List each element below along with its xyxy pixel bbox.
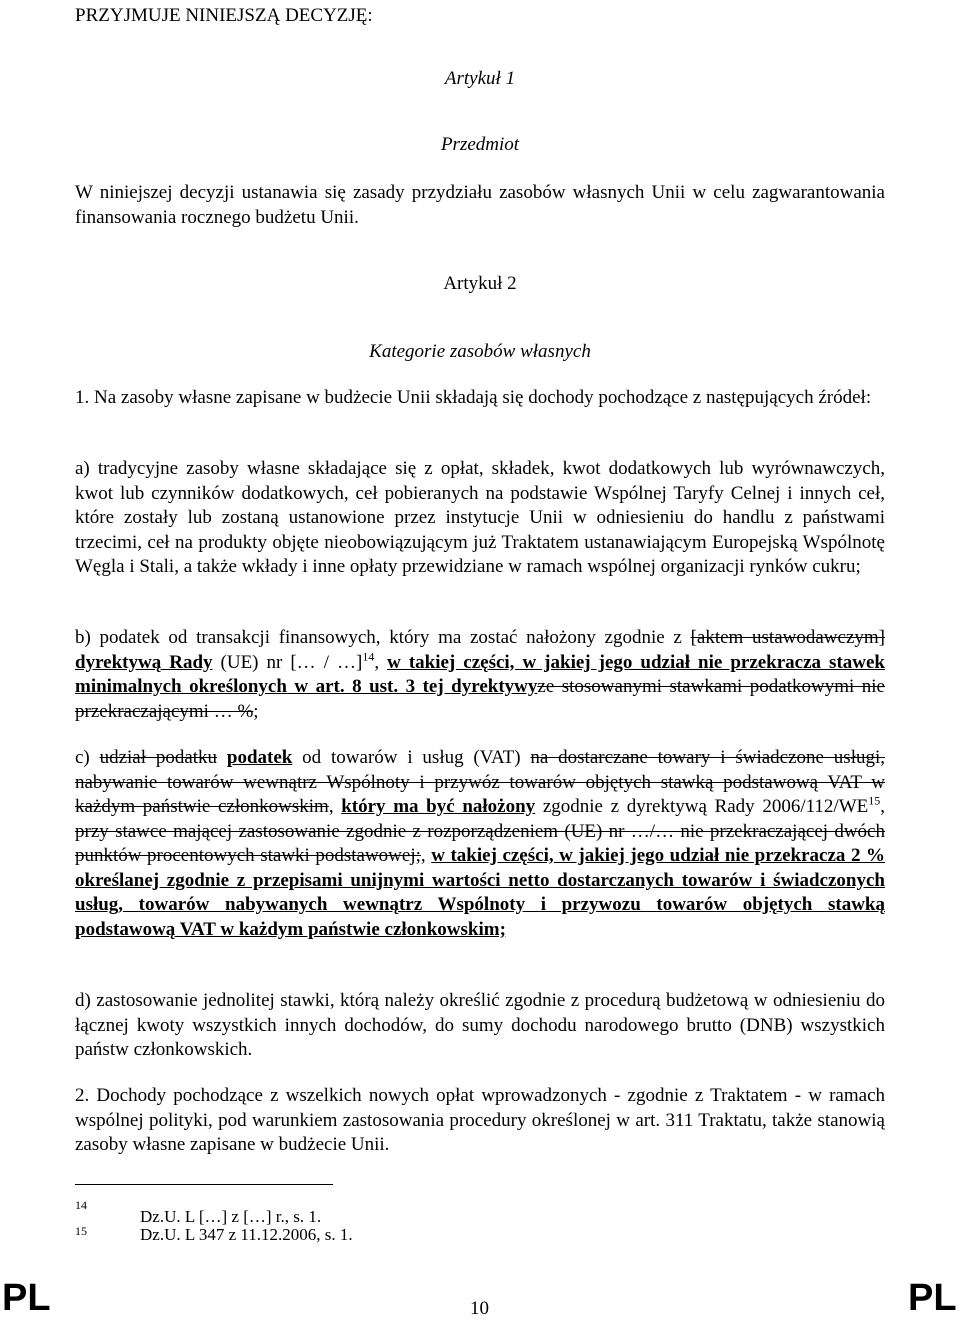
inserted-text: który ma być nałożony [341,796,536,817]
footnote-ref-14: 14 [362,649,375,664]
decision-heading: PRZYJMUJE NINIEJSZĄ DECYZJĘ: [75,5,373,26]
article-1-subtitle: Przedmiot [440,134,520,155]
footnote-text: Dz.U. L 347 z 11.12.2006, s. 1. [140,1225,353,1244]
item-a: a) tradycyjne zasoby własne składające się z opłat, składek, kwot dodatkowych lub wyrównawczych, kwot lub czynników dodatkowych, ceł pobieranych na podstawie Wspólnej Taryfy Celnej i innych ceł, które zostały lub zostaną ustanowione przez instytucje Unii w odniesieniu do handlu z państwami trzecimi, ceł na produkty objęte nieobowiązującym już Traktatem ustanawiającym Europejską Wspólnotę Węgla i Stali, a także wkłady i inne opłaty przewidziane w ramach wspólnej organizacji rynków cukru; [75,458,885,577]
inserted-text: w takiej części, w jakiej jego udział nie przekracza 2 % określanej zgodnie z przepisami unijnymi wartości netto dostarczanych towarów i świadczonych usług, towarów nabywanych wewnątrz Wspólnoty i przywozu towarów objętych stawką podstawową VAT w każdym państwie członkowskim; [75,845,885,940]
page-number: 10 [470,1298,489,1319]
deleted-text: ze stosowanymi stawkami podatkowymi nie przekraczającymi … % [75,676,885,722]
inserted-text: podatek [226,747,293,768]
language-label-left: PL [2,1277,51,1319]
footnote-ref-15: 15 [868,793,881,808]
article-2-subtitle: Kategorie zasobów własnych [369,341,591,362]
inserted-text: w takiej części, w jakiej jego udział nie przekracza stawek minimalnych określonych w art. 8 ust. 3 tej dyrektywy [75,651,886,697]
inserted-text: dyrektywą Rady [75,651,213,673]
item-c: c) udział podatku podatek od towarów i usług (VAT) na dostarczane towary i świadczone usługi, nabywanie towarów wewnątrz Wspólnoty i przywóz towarów objętych stawką podstawową VAT w każdym państwie członkowskim, który ma być nałożony zgodnie z dyrektywą Rady 2006/112/WE$^{15}$, przy stawce mającej zastosowanie zgodnie z rozporządzeniem (UE) nr …/… nie przekraczającej dwóch punktów procentowych stawki podstawowej;, w takiej części, w jakiej jego udział nie przekracza 2 % określanej zgodnie z przepisami unijnymi wartości netto dostarczanych towarów i świadczonych usług, towarów nabywanych wewnątrz Wspólnoty i przywozu towarów objętych stawką podstawową VAT w każdym państwie członkowskim; [75,747,886,940]
deleted-text: udział podatku [99,747,218,768]
paragraph-1-intro: 1. Na zasoby własne zapisane w budżecie Unii składają się dochody pochodzące z następujących źródeł: [75,387,872,408]
article-1-title: Artykuł 1 [444,68,516,89]
item-b: b) podatek od transakcji finansowych, który ma zostać nałożony zgodnie z [aktem ustawodawczym] dyrektywą Rady (UE) nr [… / …]$^{14}$, w takiej części, w jakiej jego udział nie przekracza stawek minimalnych określonych w art. 8 ust. 3 tej dyrektywyze stosowanymi stawkami podatkowymi nie przekraczającymi … %; [75,627,886,722]
article-2-title: Artykuł 2 [443,273,517,294]
footnote-separator [75,1184,333,1185]
deleted-text: na dostarczane towary i świadczone usługi, nabywanie towarów wewnątrz Wspólnoty i przywóz towarów objętych stawką podstawową VAT w każdym państwie członkowskim [75,747,886,817]
language-label-right: PL [908,1277,957,1319]
footnote-number: 14 [75,1198,87,1212]
item-d: d) zastosowanie jednolitej stawki, którą należy określić zgodnie z procedurą budżetową w odniesieniu do łącznej kwoty wszystkich innych dochodów, do sumy dochodu narodowego brutto (DNB) wszystkich państw członkowskich. [75,990,885,1060]
footnote-text: Dz.U. L […] z […] r., s. 1. [140,1207,322,1226]
deleted-text: przy stawce mającej zastosowanie zgodnie z rozporządzeniem (UE) nr …/… nie przekraczającej dwóch punktów procentowych stawki podstawowej; [75,820,885,866]
paragraph-2: 2. Dochody pochodzące z wszelkich nowych opłat wprowadzonych - zgodnie z Traktatem - w ramach wspólnej polityki, pod warunkiem zastosowania procedury określonej w art. 311 Traktatu, także stanowią zasoby własne zapisane w budżecie Unii. [75,1085,885,1155]
footnote-number: 15 [75,1224,87,1238]
article-1-text: W niniejszej decyzji ustanawia się zasady przydziału zasobów własnych Unii w celu zagwarantowania finansowania rocznego budżetu Unii. [75,182,885,228]
deleted-text: [aktem ustawodawczym] [690,627,885,648]
